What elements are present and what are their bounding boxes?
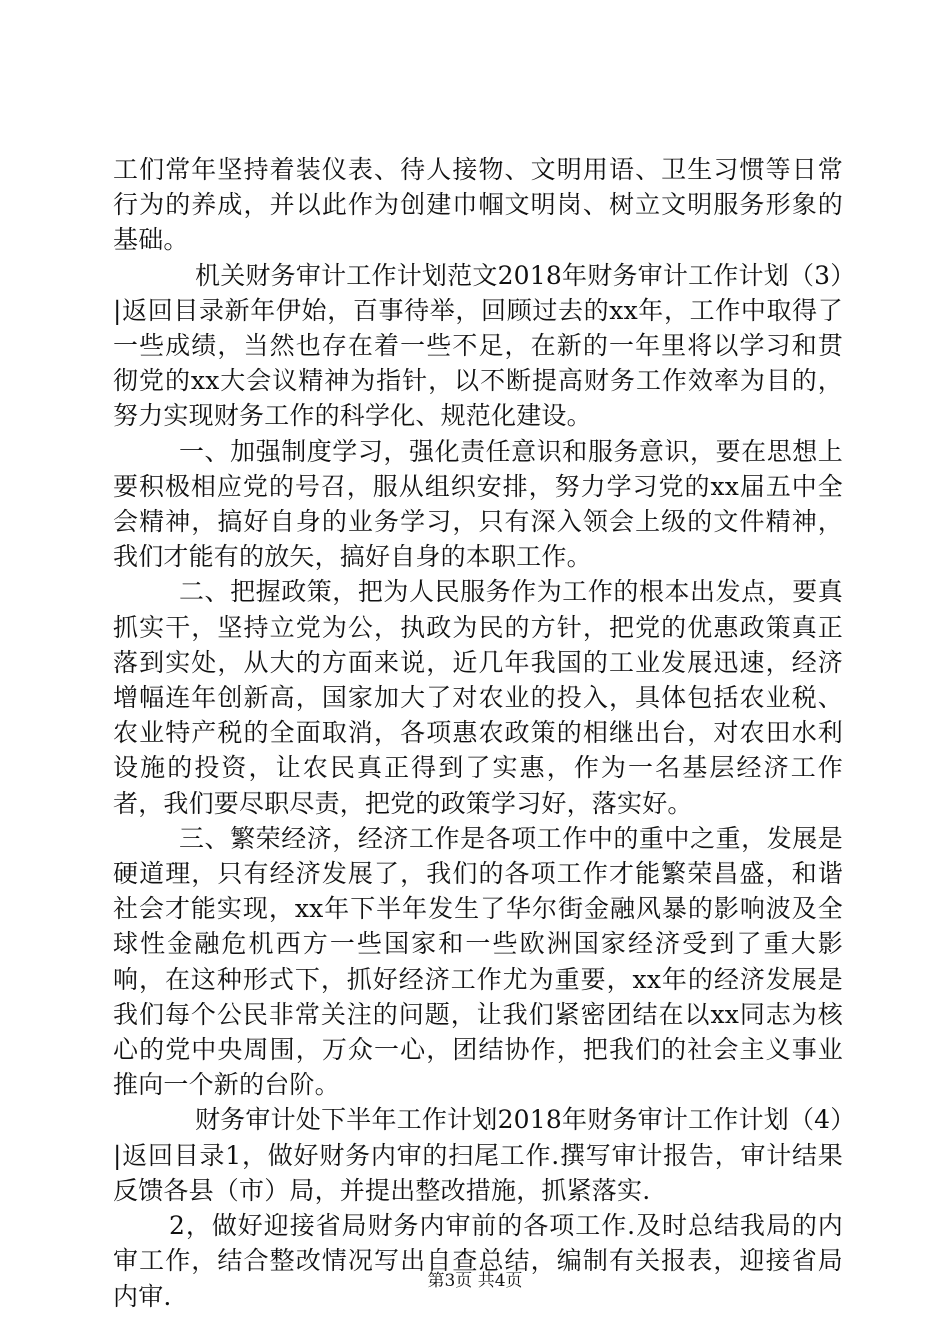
paragraph-plan-4: 财务审计处下半年工作计划2018年财务审计工作计划（4）|返回目录1，做好财务内审的扫尾工作.撰写审计报告，审计结果反馈各县（市）局，并提出整改措施，抓紧落实.	[113, 1105, 843, 1205]
paragraph-item-3: 三、繁荣经济，经济工作是各项工作中的重中之重，发展是硬道理，只有经济发展了，我们的各项工作才能繁荣昌盛，和谐社会才能实现，xx年下半年发生了华尔街金融风暴的影响波及全球性金融危机西方一些国家和一些欧洲国家经济受到了重大影响，在这种形式下，抓好经济工作尤为重要，xx年的经济发展是我们每个公民非常关注的问题，让我们紧密团结在以xx同志为核心的党中央周围，万众一心，团结协作，把我们的社会主义事业推向一个新的台阶。	[113, 823, 843, 1100]
paragraph-plan-3: 机关财务审计工作计划范文2018年财务审计工作计划（3）|返回目录新年伊始，百事待举，回顾过去的xx年，工作中取得了一些成绩，当然也存在着一些不足，在新的一年里将以学习和贯彻党的xx大会议精神为指针，以不断提高财务工作效率为目的，努力实现财务工作的科学化、规范化建设。	[113, 260, 843, 431]
paragraph-task-2: 2，做好迎接省局财务内审前的各项工作.及时总结我局的内审工作，结合整改情况写出自查总结，编制有关报表，迎接省局内审.	[113, 1211, 843, 1311]
document-body	[113, 152, 843, 1314]
paragraph-item-2: 二、把握政策，把为人民服务作为工作的根本出发点，要真抓实干，坚持立党为公，执政为民的方针，把党的优惠政策真正落到实处，从大的方面来说，近几年我国的工业发展迅速，经济增幅连年创新高，国家加大了对农业的投入，具体包括农业税、农业特产税的全面取消，各项惠农政策的相继出台，对农田水利设施的投资，让农民真正得到了实惠，作为一名基层经济工作者，我们要尽职尽责，把党的政策学习好，落实好。	[113, 577, 843, 818]
page-number-footer: 第3页 共4页	[427, 1271, 523, 1291]
paragraph-item-1: 一、加强制度学习，强化责任意识和服务意识，要在思想上要积极相应党的号召，服从组织安排，努力学习党的xx届五中全会精神，搞好自身的业务学习，只有深入领会上级的文件精神，我们才能有的放矢，搞好自身的本职工作。	[113, 436, 843, 572]
paragraph-intro-continuation: 工们常年坚持着装仪表、待人接物、文明用语、卫生习惯等日常行为的养成，并以此作为创建巾帼文明岗、树立文明服务形象的基础。	[113, 155, 843, 255]
